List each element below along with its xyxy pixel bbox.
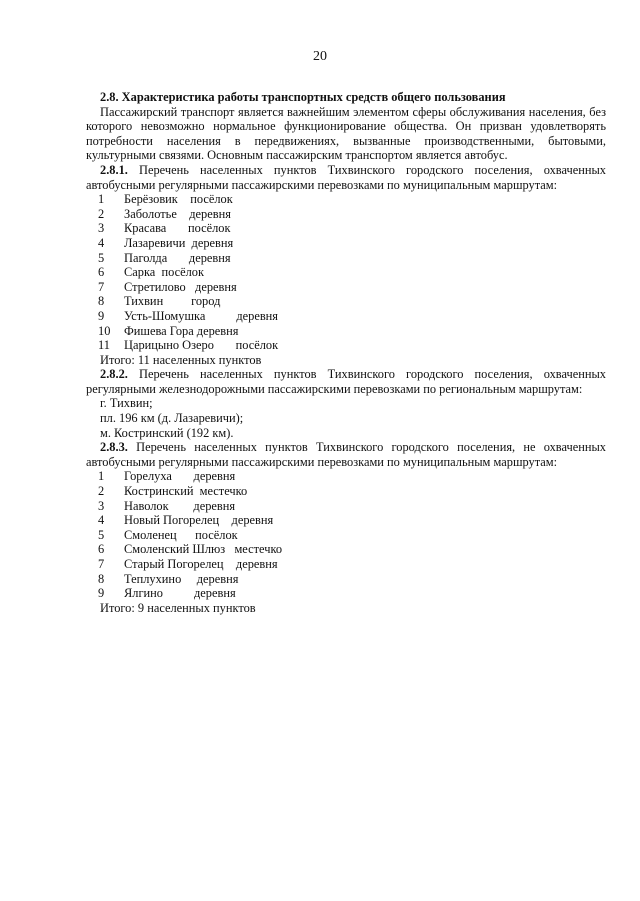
subsection-2-8-2-number: 2.8.2. (100, 367, 128, 382)
item-number: 4 (98, 513, 105, 528)
item-number: 9 (98, 586, 105, 601)
item-number: 7 (98, 279, 105, 294)
list-item (86, 557, 606, 572)
served-settlements-list (86, 192, 606, 353)
item-number: 8 (98, 294, 105, 309)
intro-paragraph: Пассажирский транспорт является важнейшим элементом сферы обслуживания населения, без которого невозможно нормальное функционирование общества. Он призван удовлетворять потребности населения в передвижениях, вызванные производственными, бытовыми, культурными связями. Основным пассажирским транспортом является автобус. (86, 104, 606, 163)
list-item (86, 338, 606, 353)
item-text: Смоленский Шлюз местечко (124, 542, 283, 557)
item-text: Стретилово деревня (124, 279, 237, 294)
item-number: 3 (98, 221, 105, 236)
subsection-2-8-2-text: Перечень населенных пунктов Тихвинского городского поселения, охваченных регулярными железнодорожными пассажирскими перевозками по региональным маршрутам: (86, 367, 606, 396)
item-number: 8 (98, 571, 105, 586)
item-text: Наволок деревня (124, 498, 236, 513)
item-text: Фишева Гора деревня (124, 323, 239, 338)
subsection-2-8-1-number: 2.8.1. (100, 162, 128, 177)
item-number: 6 (98, 542, 105, 557)
item-text: Новый Погорелец деревня (124, 513, 274, 528)
item-text: Смоленец посёлок (124, 527, 238, 542)
list-item (86, 469, 606, 484)
section-heading: 2.8. Характеристика работы транспортных средств общего пользования (100, 90, 506, 104)
list-item (86, 499, 606, 514)
item-number: 3 (98, 498, 105, 513)
subsection-2-8-3-paragraph (86, 440, 606, 469)
document-body (86, 90, 606, 615)
page-number: 20 (313, 49, 327, 64)
item-number: 1 (98, 192, 105, 207)
unserved-settlements-total: Итого: 9 населенных пунктов (100, 600, 256, 615)
item-text: Красава посёлок (124, 221, 231, 236)
item-number: 2 (98, 484, 105, 499)
item-text: Сарка посёлок (124, 265, 205, 280)
list-item (86, 542, 606, 557)
subsection-2-8-1-text: Перечень населенных пунктов Тихвинского городского поселения, охваченных автобусными регулярными пассажирскими перевозками по муниципальным маршрутам: (86, 162, 606, 192)
list-item (86, 484, 606, 499)
served-settlements-total: Итого: 11 населенных пунктов (100, 352, 262, 367)
rail-stop-line: г. Тихвин; (100, 396, 153, 411)
list-item (86, 207, 606, 222)
item-number: 6 (98, 265, 105, 280)
item-number: 1 (98, 469, 105, 484)
item-text: Усть-Шомушка деревня (124, 308, 278, 323)
subsection-2-8-1-paragraph (86, 163, 606, 192)
rail-stop-line: м. Костринский (192 км). (100, 425, 234, 440)
list-item (86, 192, 606, 207)
list-item (86, 324, 606, 339)
item-text: Костринский местечко (124, 484, 248, 499)
list-item (86, 513, 606, 528)
subsection-2-8-2-paragraph (86, 367, 606, 396)
item-text: Царицыно Озеро посёлок (124, 338, 279, 353)
item-text: Горелуха деревня (124, 469, 236, 484)
item-number: 9 (98, 308, 105, 323)
item-text: Тихвин город (124, 294, 221, 309)
list-item (86, 251, 606, 266)
unserved-settlements-list (86, 469, 606, 600)
subsection-2-8-3-text: Перечень населенных пунктов Тихвинского городского поселения, не охваченных автобусными регулярными пассажирскими перевозками по муниципальным маршрутам: (86, 440, 606, 469)
item-text: Лазаревичи деревня (124, 235, 234, 250)
list-item (86, 280, 606, 295)
rail-stop-line: пл. 196 км (д. Лазаревичи); (100, 411, 244, 426)
item-text: Старый Погорелец деревня (124, 557, 278, 571)
subsection-2-8-3-number: 2.8.3. (100, 440, 128, 455)
item-number: 5 (98, 250, 105, 265)
item-text: Ялгино деревня (124, 586, 236, 601)
item-text: Паголда деревня (124, 250, 231, 265)
item-number: 11 (98, 338, 110, 353)
list-item (86, 572, 606, 587)
item-text: Теплухино деревня (124, 571, 239, 586)
list-item (86, 236, 606, 251)
item-number: 2 (98, 206, 105, 221)
list-item (86, 294, 606, 309)
list-item (86, 265, 606, 280)
list-item (86, 221, 606, 236)
list-item (86, 528, 606, 543)
item-number: 10 (98, 323, 111, 338)
list-item (86, 309, 606, 324)
list-item (86, 586, 606, 601)
item-number: 4 (98, 235, 105, 250)
item-text: Заболотье деревня (124, 206, 231, 221)
item-number: 7 (98, 557, 105, 571)
item-number: 5 (98, 527, 105, 542)
item-text: Берёзовик посёлок (124, 192, 233, 207)
